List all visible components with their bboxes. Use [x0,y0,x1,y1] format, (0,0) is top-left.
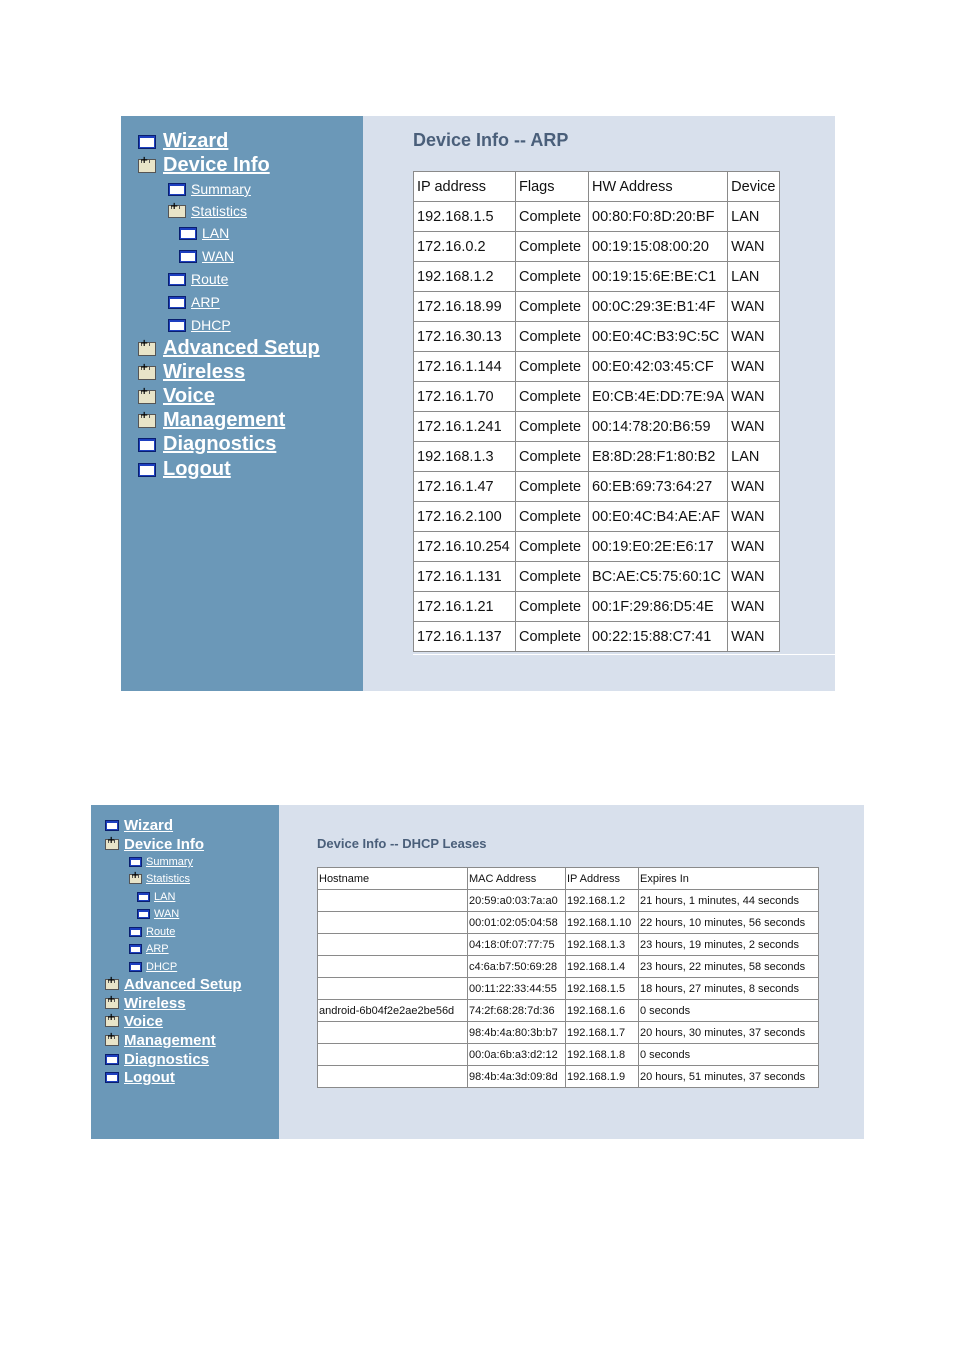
folder-icon [105,1072,119,1083]
folder-icon [129,944,142,954]
folder-open-icon [138,342,156,356]
table-cell: Complete [516,502,589,532]
table-cell: Complete [516,262,589,292]
column-header: Flags [516,172,589,202]
table-cell: WAN [728,382,780,412]
table-cell: 0 seconds [639,1000,819,1022]
table-cell: 192.168.1.6 [566,1000,639,1022]
folder-icon [137,909,150,919]
page-title: Device Info -- ARP [413,130,569,150]
table-row [318,934,819,956]
nav-item-arp[interactable] [129,943,169,955]
table-cell: 23 hours, 22 minutes, 58 seconds [639,956,819,978]
table-cell: 00:22:15:88:C7:41 [589,622,728,652]
table-row [318,890,819,912]
table-row [414,592,780,622]
table-cell: c4:6a:b7:50:69:28 [468,956,566,978]
nav-item-advanced-setup[interactable] [138,337,320,360]
nav-item-device-info[interactable] [105,836,204,853]
table-cell: E0:CB:4E:DD:7E:9A [589,382,728,412]
table-row [318,912,819,934]
nav-item-logout[interactable] [105,1069,175,1086]
nav-link-diagnostics[interactable]: Diagnostics [124,1051,210,1068]
nav-item-management[interactable] [105,1032,216,1049]
nav-link-wizard[interactable]: Wizard [163,130,229,152]
table-cell: 00:E0:42:03:45:CF [589,352,728,382]
table-cell: 00:0a:6b:a3:d2:12 [468,1044,566,1066]
table-cell: Complete [516,442,589,472]
table-cell: Complete [516,532,589,562]
table-cell: BC:AE:C5:75:60:1C [589,562,728,592]
dhcp-leases-table [317,867,819,1088]
nav-link-arp[interactable]: ARP [191,294,220,310]
table-cell: WAN [728,412,780,442]
nav-link-management[interactable]: Management [124,1032,216,1049]
table-row [414,202,780,232]
table-cell: Complete [516,322,589,352]
folder-open-icon [105,998,119,1009]
table-row [318,1066,819,1088]
nav-item-diagnostics[interactable] [138,433,276,456]
column-header: HW Address [589,172,728,202]
table-cell: WAN [728,322,780,352]
table-cell: 20:59:a0:03:7a:a0 [468,890,566,912]
sidebar [121,116,363,691]
sidebar [91,805,279,1139]
nav-item-route[interactable] [129,926,175,938]
folder-open-icon [105,979,119,990]
table-cell: LAN [728,262,780,292]
arp-table [413,171,780,652]
table-cell: 192.168.1.3 [414,442,516,472]
nav-item-voice[interactable] [105,1013,163,1030]
table-cell [318,1066,468,1088]
table-cell: Complete [516,352,589,382]
dhcp-table-body [318,890,819,1088]
table-cell: 172.16.2.100 [414,502,516,532]
nav-item-statistics[interactable] [168,203,247,219]
nav-link-summary[interactable]: Summary [191,181,251,197]
table-cell: Complete [516,202,589,232]
nav-link-wireless[interactable]: Wireless [124,995,186,1012]
nav-link-wan[interactable]: WAN [202,248,235,264]
table-cell: 22 hours, 10 minutes, 56 seconds [639,912,819,934]
nav-link-dhcp[interactable]: DHCP [191,317,231,333]
table-cell: 18 hours, 27 minutes, 8 seconds [639,978,819,1000]
table-cell: Complete [516,472,589,502]
table-row [414,322,780,352]
table-header-row [318,868,819,890]
folder-icon [168,296,186,309]
folder-open-icon [129,874,142,884]
table-row [414,442,780,472]
table-row [318,1044,819,1066]
nav-item-summary[interactable] [168,181,251,197]
folder-open-icon [138,159,156,173]
nav-link-management[interactable]: Management [163,409,286,431]
nav-link-wireless[interactable]: Wireless [163,361,246,383]
nav-link-statistics[interactable]: Statistics [146,873,191,885]
table-cell: Complete [516,292,589,322]
nav-item-lan[interactable] [137,891,175,903]
table-cell: 172.16.1.47 [414,472,516,502]
folder-icon [179,227,197,240]
table-cell: 60:EB:69:73:64:27 [589,472,728,502]
folder-icon [168,273,186,286]
table-cell: 00:1F:29:86:D5:4E [589,592,728,622]
nav-item-voice[interactable] [138,385,215,408]
column-header: Device [728,172,780,202]
nav-link-advanced-setup[interactable]: Advanced Setup [163,337,320,359]
table-row [414,472,780,502]
table-cell: WAN [728,622,780,652]
table-row [414,232,780,262]
nav-link-route[interactable]: Route [191,271,229,287]
nav-link-wizard[interactable]: Wizard [124,817,174,834]
table-cell: 00:11:22:33:44:55 [468,978,566,1000]
table-cell: 192.168.1.2 [566,890,639,912]
table-cell: 0 seconds [639,1044,819,1066]
table-cell: 192.168.1.5 [414,202,516,232]
table-cell: 192.168.1.5 [566,978,639,1000]
table-cell: 98:4b:4a:3d:09:8d [468,1066,566,1088]
nav-link-voice[interactable]: Voice [163,385,215,407]
folder-open-icon [138,390,156,404]
folder-icon [138,135,156,149]
table-cell: 192.168.1.8 [566,1044,639,1066]
nav-link-voice[interactable]: Voice [124,1013,163,1030]
table-cell [318,912,468,934]
nav-item-statistics[interactable] [129,873,190,885]
table-cell: 00:19:E0:2E:E6:17 [589,532,728,562]
table-cell: 192.168.1.2 [414,262,516,292]
table-cell: 172.16.1.70 [414,382,516,412]
folder-open-icon [168,205,186,218]
nav-item-dhcp[interactable] [168,317,231,333]
table-cell: 172.16.1.21 [414,592,516,622]
table-cell: E8:8D:28:F1:80:B2 [589,442,728,472]
table-cell: 00:19:15:08:00:20 [589,232,728,262]
table-cell: 172.16.0.2 [414,232,516,262]
table-cell [318,1022,468,1044]
nav-link-device-info[interactable]: Device Info [124,836,205,853]
column-header: IP address [414,172,516,202]
table-cell: WAN [728,472,780,502]
table-row [414,352,780,382]
column-header: Hostname [318,868,468,890]
page-title: Device Info -- DHCP Leases [317,836,487,851]
table-cell: 192.168.1.3 [566,934,639,956]
nav-link-dhcp[interactable]: DHCP [146,961,178,973]
folder-icon [138,438,156,452]
folder-open-icon [105,839,119,850]
folder-icon [168,319,186,332]
table-cell: Complete [516,382,589,412]
folder-icon [105,1054,119,1065]
table-cell [318,934,468,956]
table-cell: WAN [728,562,780,592]
table-cell: Complete [516,562,589,592]
table-row [414,292,780,322]
column-header: Expires In [639,868,819,890]
table-row [318,978,819,1000]
arp-screen [121,116,835,691]
table-cell: WAN [728,592,780,622]
table-cell: 21 hours, 1 minutes, 44 seconds [639,890,819,912]
folder-icon [138,463,156,477]
table-cell: 192.168.1.10 [566,912,639,934]
table-cell: Complete [516,592,589,622]
column-header: IP Address [566,868,639,890]
nav-link-arp[interactable]: ARP [146,943,169,955]
table-cell: 192.168.1.7 [566,1022,639,1044]
nav-item-wireless[interactable] [105,995,186,1012]
nav-item-wireless[interactable] [138,361,245,384]
folder-icon [129,962,142,972]
content-area [363,116,835,691]
table-cell: WAN [728,292,780,322]
table-cell: 172.16.1.137 [414,622,516,652]
folder-icon [129,857,142,867]
folder-open-icon [105,1016,119,1027]
nav-item-dhcp[interactable] [129,961,177,973]
table-cell: LAN [728,442,780,472]
folder-icon [168,183,186,196]
table-cell: 00:19:15:6E:BE:C1 [589,262,728,292]
nav-item-wan[interactable] [179,248,234,264]
table-cell: 00:80:F0:8D:20:BF [589,202,728,232]
table-row [414,532,780,562]
table-cell: Complete [516,622,589,652]
table-cell: 00:14:78:20:B6:59 [589,412,728,442]
table-cell: WAN [728,352,780,382]
folder-icon [179,250,197,263]
table-row [414,622,780,652]
table-cell: 74:2f:68:28:7d:36 [468,1000,566,1022]
table-cell: WAN [728,502,780,532]
nav-link-wan[interactable]: WAN [154,908,180,920]
table-header-row [414,172,780,202]
table-cell: 172.16.1.131 [414,562,516,592]
nav-link-logout[interactable]: Logout [163,458,231,480]
nav-item-wizard[interactable] [138,130,228,153]
nav-item-diagnostics[interactable] [105,1051,209,1068]
table-cell: Complete [516,232,589,262]
table-row [414,562,780,592]
table-row [414,502,780,532]
nav-link-lan[interactable]: LAN [202,225,230,241]
table-row [318,956,819,978]
table-cell: WAN [728,232,780,262]
table-cell: 04:18:0f:07:77:75 [468,934,566,956]
nav-link-advanced-setup[interactable]: Advanced Setup [124,976,242,993]
nav-item-advanced-setup[interactable] [105,976,242,993]
nav-item-management[interactable] [138,409,285,432]
folder-icon [129,927,142,937]
nav-link-logout[interactable]: Logout [124,1069,175,1086]
nav-item-wan[interactable] [137,908,179,920]
nav-link-diagnostics[interactable]: Diagnostics [163,433,277,455]
folder-icon [105,820,119,831]
nav-item-summary[interactable] [129,856,193,868]
table-row [414,382,780,412]
nav-item-device-info[interactable] [138,154,270,177]
table-cell: 00:0C:29:3E:B1:4F [589,292,728,322]
table-cell [318,1044,468,1066]
table-row [414,412,780,442]
nav-link-lan[interactable]: LAN [154,891,176,903]
divider [413,654,835,655]
table-cell [318,956,468,978]
table-cell: 00:E0:4C:B4:AE:AF [589,502,728,532]
nav-link-route[interactable]: Route [146,926,176,938]
nav-item-route[interactable] [168,271,228,287]
table-cell [318,978,468,1000]
table-row [414,262,780,292]
table-cell: 00:01:02:05:04:58 [468,912,566,934]
table-cell: 192.168.1.4 [566,956,639,978]
table-cell: WAN [728,532,780,562]
nav-link-device-info[interactable]: Device Info [163,154,270,176]
table-cell: 20 hours, 30 minutes, 37 seconds [639,1022,819,1044]
nav-link-summary[interactable]: Summary [146,856,194,868]
arp-table-body [414,202,780,652]
table-cell: Complete [516,412,589,442]
table-cell: 192.168.1.9 [566,1066,639,1088]
table-cell: 172.16.18.99 [414,292,516,322]
nav-link-statistics[interactable]: Statistics [191,203,248,219]
table-cell: 172.16.30.13 [414,322,516,352]
nav-item-arp[interactable] [168,294,220,310]
nav-item-lan[interactable] [179,225,229,241]
table-cell [318,890,468,912]
table-cell: 172.16.1.241 [414,412,516,442]
table-cell: 23 hours, 19 minutes, 2 seconds [639,934,819,956]
folder-open-icon [138,414,156,428]
folder-open-icon [138,366,156,380]
table-row [318,1022,819,1044]
dhcp-screen [91,805,864,1139]
table-cell: 172.16.1.144 [414,352,516,382]
folder-open-icon [105,1035,119,1046]
content-area [279,805,864,1139]
table-cell: android-6b04f2e2ae2be56d [318,1000,468,1022]
table-cell: 172.16.10.254 [414,532,516,562]
table-cell: 00:E0:4C:B3:9C:5C [589,322,728,352]
folder-icon [137,892,150,902]
column-header: MAC Address [468,868,566,890]
table-cell: LAN [728,202,780,232]
table-cell: 20 hours, 51 minutes, 37 seconds [639,1066,819,1088]
table-cell: 98:4b:4a:80:3b:b7 [468,1022,566,1044]
nav-item-wizard[interactable] [105,817,173,834]
table-row [318,1000,819,1022]
nav-item-logout[interactable] [138,458,231,481]
